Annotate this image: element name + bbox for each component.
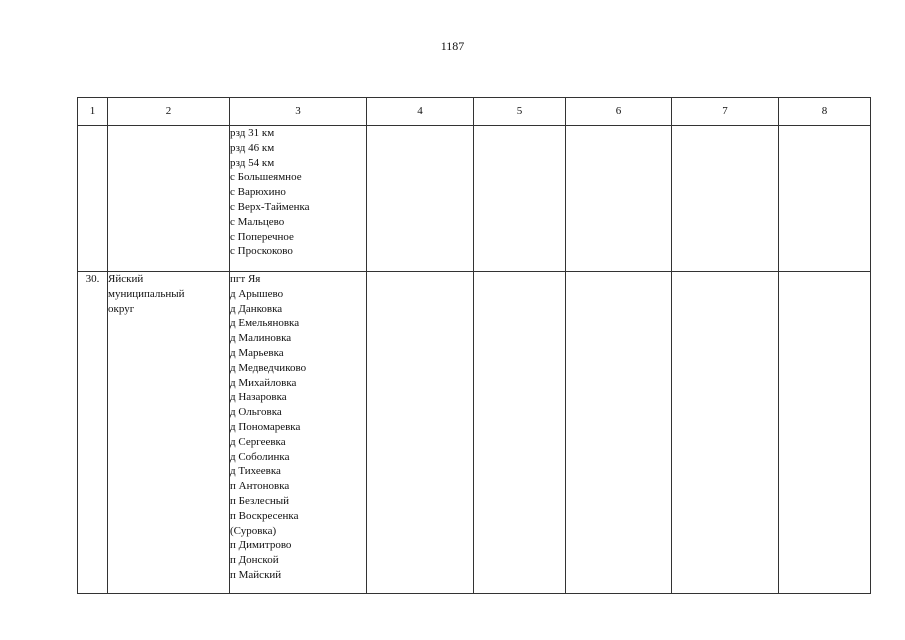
- settlement-item: с Проскоково: [230, 245, 293, 258]
- settlement-item: п Антоновка: [230, 480, 290, 493]
- empty-cell: [474, 126, 566, 272]
- settlement-item: д Емельяновка: [230, 317, 300, 330]
- settlement-item: д Марьевка: [230, 346, 284, 359]
- settlement-item: рзд 54 км: [230, 156, 275, 169]
- table-row: [78, 272, 871, 594]
- column-header: 8: [779, 98, 871, 126]
- column-header: 5: [474, 98, 566, 126]
- column-header: 3: [230, 98, 367, 126]
- settlement-item: с Верх-Тайменка: [230, 200, 310, 213]
- row-number-cell: 30.: [78, 272, 108, 594]
- empty-cell: [367, 126, 474, 272]
- empty-cell: [566, 126, 672, 272]
- empty-cell: [672, 126, 779, 272]
- table-header-row: [78, 98, 871, 126]
- settlement-item: с Поперечное: [230, 230, 294, 243]
- row-number-cell: [78, 126, 108, 272]
- settlement-item: рзд 46 км: [230, 141, 275, 154]
- district-name-cell: [108, 126, 230, 272]
- settlement-item: д Арышево: [230, 287, 284, 300]
- settlement-item: д Медведчиково: [230, 361, 307, 374]
- settlement-item: д Данковка: [230, 302, 283, 315]
- settlement-item: п Димитрово: [230, 539, 292, 552]
- settlement-item: рзд 31 км: [230, 127, 275, 139]
- settlement-item: пгт Яя: [230, 273, 261, 285]
- settlement-item: с Варюхино: [230, 186, 286, 199]
- settlement-item: с Большеямное: [230, 171, 302, 184]
- settlement-item: д Малиновка: [230, 332, 292, 345]
- settlement-item: п Воскресенка: [230, 509, 299, 522]
- district-name-cell: [108, 272, 230, 594]
- settlement-item: д Соболинка: [230, 450, 290, 463]
- settlements-cell: [230, 126, 367, 272]
- settlement-item: д Сергеевка: [230, 435, 286, 448]
- settlement-item: (Суровка): [230, 524, 277, 537]
- column-header: 4: [367, 98, 474, 126]
- settlement-item: д Пономаревка: [230, 420, 301, 433]
- settlements-table: [77, 97, 871, 594]
- district-name-line: Яйский: [108, 273, 144, 285]
- settlement-item: д Назаровка: [230, 391, 287, 404]
- empty-cell: [779, 272, 871, 594]
- empty-cell: [566, 272, 672, 594]
- table-row: [78, 126, 871, 272]
- settlement-item: д Михайловка: [230, 376, 297, 389]
- column-header: 2: [108, 98, 230, 126]
- settlement-item: п Безлесный: [230, 494, 290, 507]
- empty-cell: [367, 272, 474, 594]
- empty-cell: [672, 272, 779, 594]
- empty-cell: [779, 126, 871, 272]
- settlement-item: п Майский: [230, 568, 282, 581]
- settlement-item: с Мальцево: [230, 215, 285, 228]
- column-header: 6: [566, 98, 672, 126]
- district-name-line: округ: [108, 302, 135, 315]
- column-header: 7: [672, 98, 779, 126]
- settlement-item: д Ольговка: [230, 406, 282, 419]
- settlement-item: п Донской: [230, 554, 279, 567]
- page-number: 1187: [440, 39, 465, 53]
- settlements-cell: [230, 272, 367, 594]
- column-header: 1: [78, 98, 108, 126]
- district-name-line: муниципальный: [108, 287, 185, 300]
- settlement-item: д Тихеевка: [230, 465, 281, 478]
- empty-cell: [474, 272, 566, 594]
